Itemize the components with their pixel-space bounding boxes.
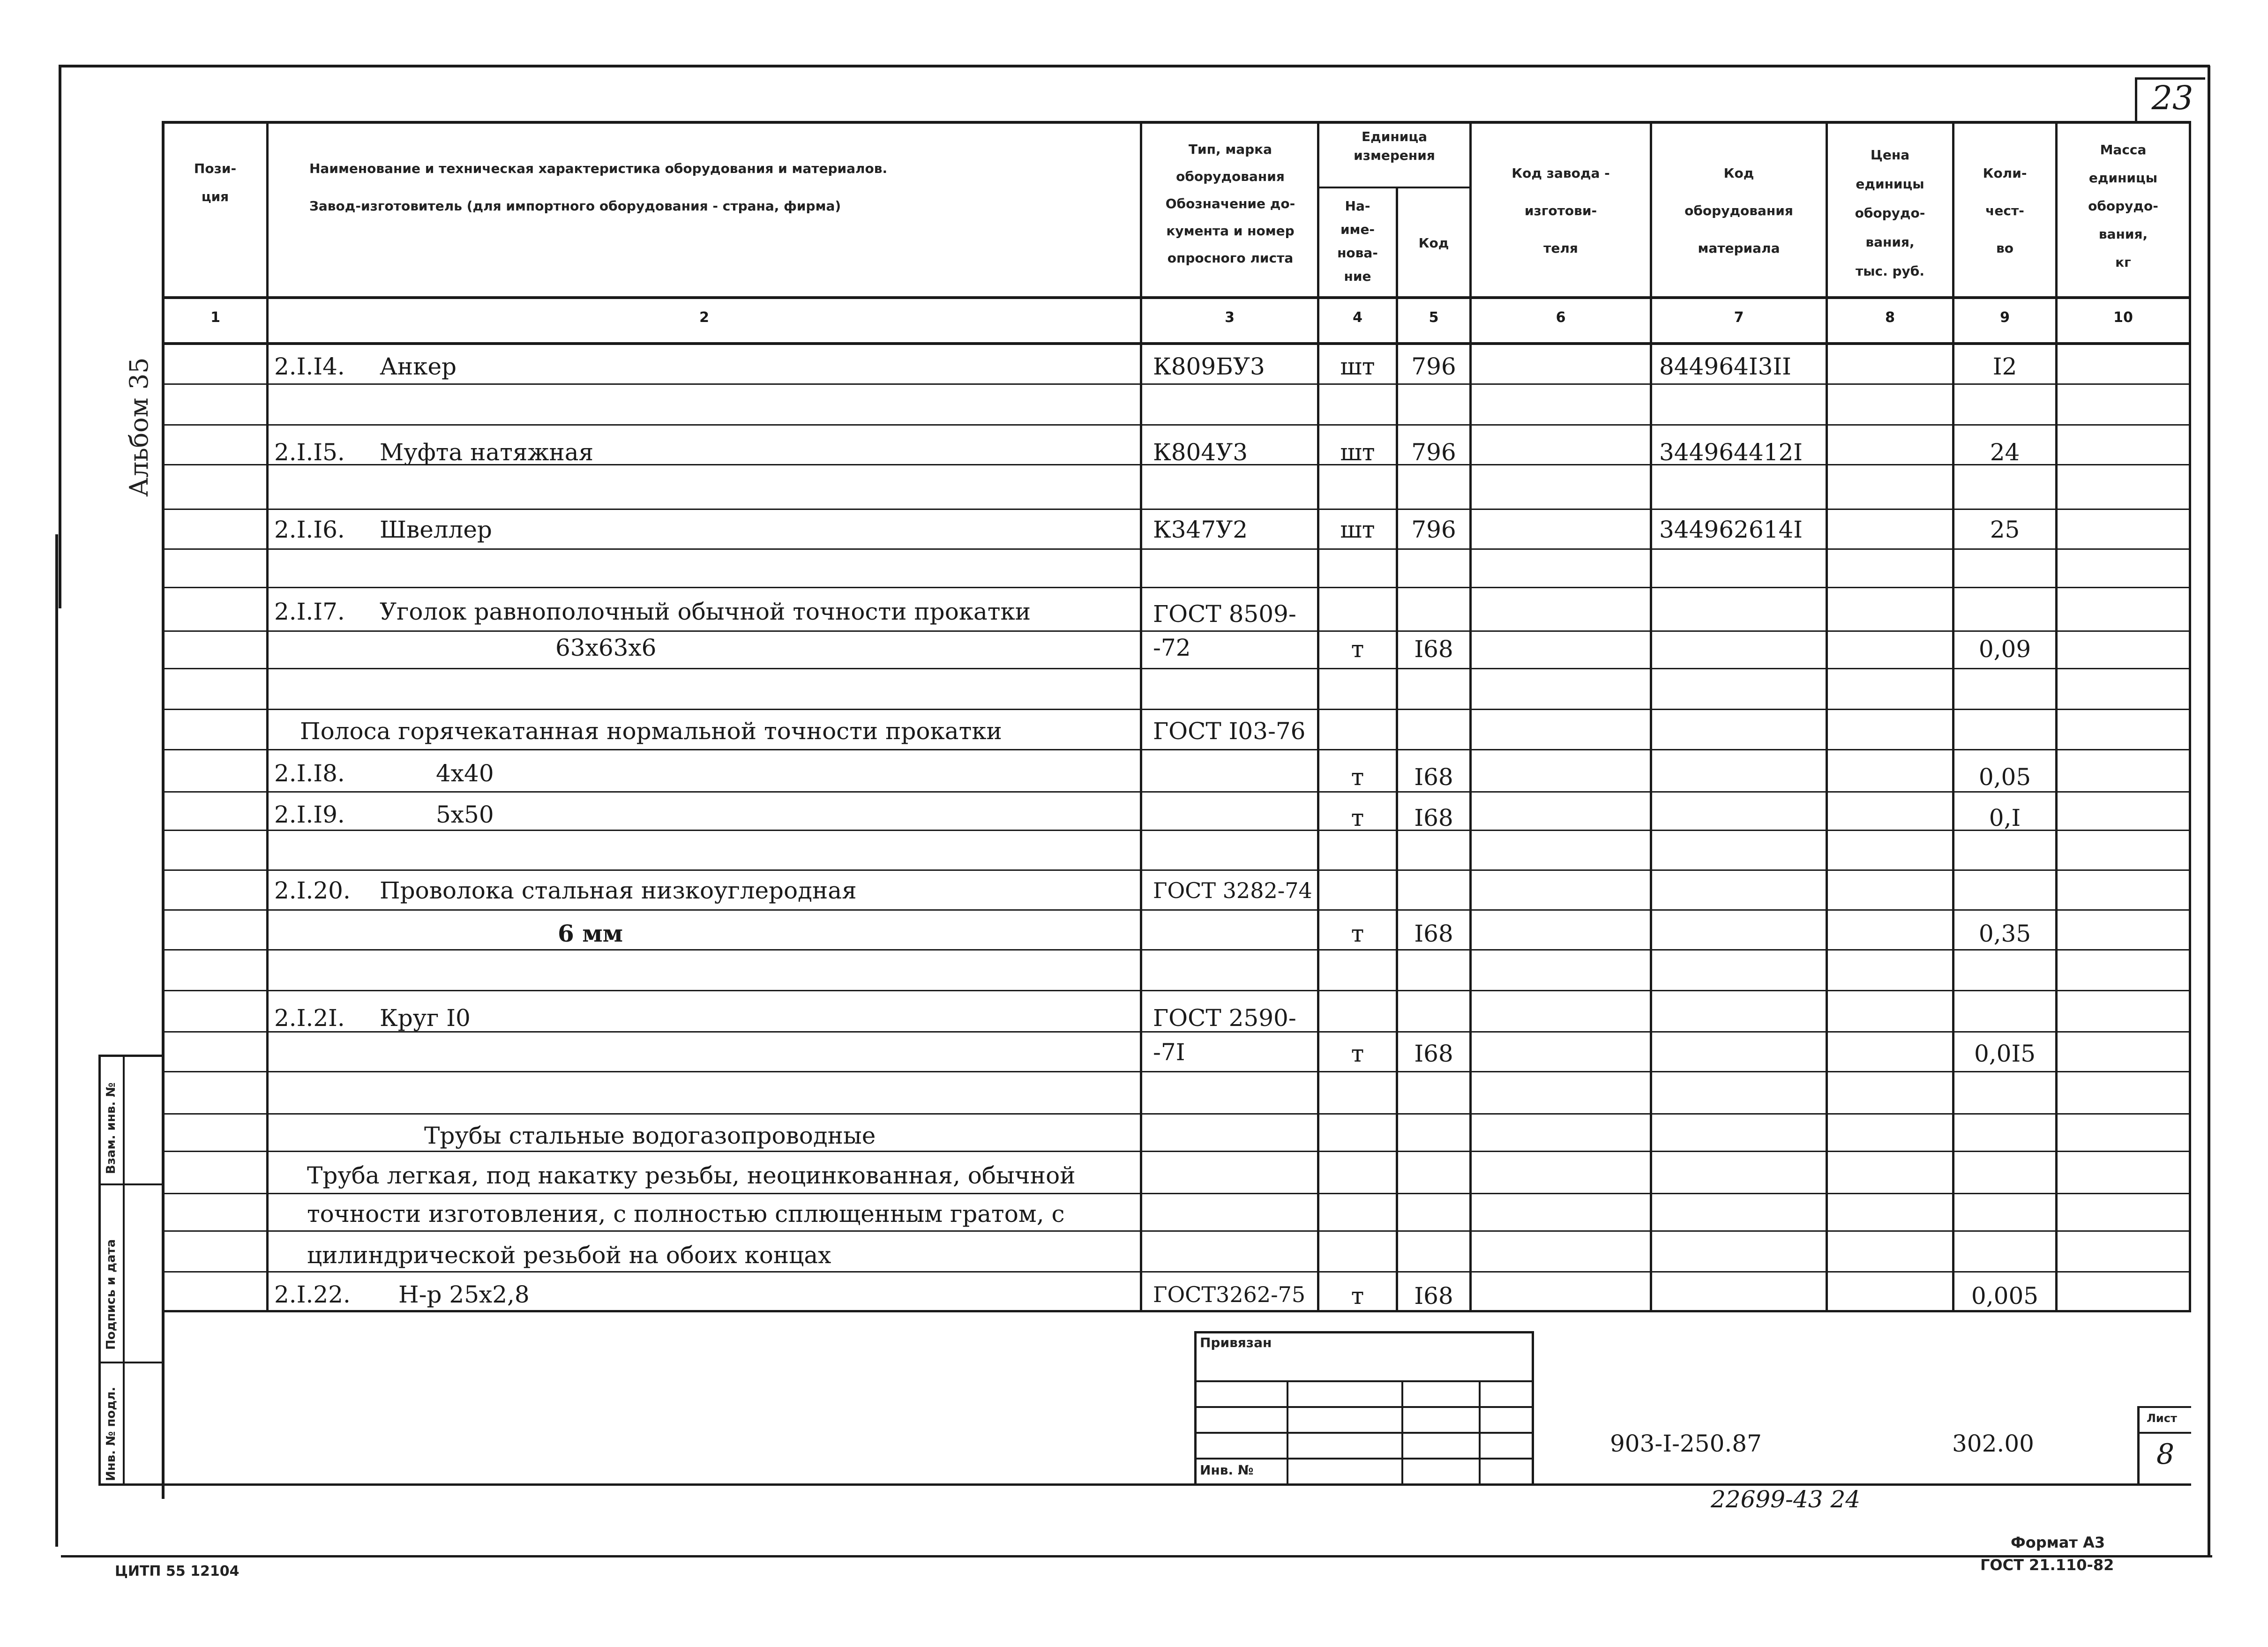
row-type: ГОСТ 2590-: [1153, 1004, 1296, 1032]
frame-bottom: [61, 1555, 2212, 1557]
stamp-signature-date: Подпись и дата: [104, 1239, 118, 1350]
row-unit-code: 796: [1411, 353, 1456, 380]
row-name: Н-р 25х2,8: [398, 1281, 530, 1308]
row-position: 2.I.I6.: [274, 516, 345, 543]
row-position: 2.I.I7.: [274, 598, 345, 625]
album-label: Альбом 35: [124, 357, 154, 497]
row-type: К347У2: [1153, 516, 1248, 543]
format-label: Формат А3: [2011, 1534, 2105, 1551]
stamp-inventory-original: Инв. № подл.: [104, 1386, 118, 1481]
header-mass: Масса единицы оборудо- вания, кг: [2088, 142, 2158, 270]
row-quantity: 0,I: [1989, 804, 2021, 831]
row-unit: шт: [1340, 439, 1375, 466]
row-unit: т: [1351, 636, 1364, 663]
row-unit-code: 796: [1411, 516, 1456, 543]
row-equipment-code: 344962614I: [1659, 516, 1803, 543]
header-equipment-code: Код оборудования материала: [1684, 165, 1793, 256]
section-heading: Трубы стальные водогазопроводные: [424, 1122, 876, 1149]
row-unit-code: I68: [1414, 764, 1453, 791]
row-unit: т: [1351, 1040, 1364, 1067]
row-unit: т: [1351, 764, 1364, 791]
row-name: Уголок равнополочный обычной точности прокатки: [380, 598, 1031, 625]
row-quantity: 0,05: [1978, 764, 2031, 791]
frame-left: [59, 65, 61, 608]
header-unit-name: На- име- нова- ние: [1337, 198, 1378, 284]
header-position: Пози- ция: [194, 161, 237, 204]
bind-table-title: Привязан: [1200, 1335, 1272, 1350]
gost-label: ГОСТ 21.110-82: [1980, 1556, 2114, 1574]
stamp-inventory-replaced: Взам. инв. №: [104, 1082, 118, 1174]
row-unit: т: [1351, 804, 1364, 831]
row-quantity: I2: [1992, 353, 2017, 380]
row-unit: т: [1351, 920, 1364, 947]
row-type: ГОСТ I03-76: [1153, 718, 1306, 745]
header-name: Наименование и техническая характеристика оборудования и материалов. Завод-изготовитель (для импортного оборудования - страна, фирма): [309, 161, 888, 214]
row-unit-code: I68: [1414, 804, 1453, 831]
sheet-label: Лист: [2147, 1412, 2177, 1425]
header-quantity: Коли- чест- во: [1983, 165, 2027, 256]
registration-number: 22699-43 24: [1711, 1486, 1861, 1513]
row-unit: шт: [1340, 516, 1375, 543]
header-price: Цена единицы оборудо- вания, тыс. руб.: [1855, 147, 1925, 279]
row-quantity: 25: [1990, 516, 2020, 543]
row-type: ГОСТ 8509-: [1153, 600, 1296, 628]
row-name: 63х63х6: [555, 634, 657, 661]
row-name: 6 мм: [558, 920, 623, 947]
row-type: ГОСТ3262-75: [1153, 1282, 1306, 1307]
header-unit: Единица измерения: [1354, 129, 1435, 163]
row-position: 2.I.I9.: [274, 801, 345, 828]
row-unit-code: I68: [1414, 636, 1453, 663]
row-position: 2.I.I8.: [274, 760, 345, 787]
sheet-corner-number: 23: [2151, 79, 2193, 117]
row-name: Полоса горячекатанная нормальной точности прокатки: [300, 718, 1002, 745]
row-quantity: 0,35: [1978, 920, 2031, 947]
row-type: К809БУ3: [1153, 353, 1265, 380]
header-unit-code: Код: [1418, 235, 1449, 251]
row-type: К804У3: [1153, 439, 1248, 466]
header-manufacturer-code: Код завода - изготови- теля: [1512, 165, 1610, 256]
row-unit: шт: [1340, 353, 1375, 380]
row-quantity: 0,09: [1978, 636, 2031, 663]
row-unit-code: I68: [1414, 1282, 1453, 1310]
row-unit: т: [1351, 1282, 1364, 1310]
row-name: Муфта натяжная: [380, 439, 594, 466]
row-name: Круг I0: [380, 1004, 471, 1032]
row-name: цилиндрической резьбой на обоих концах: [307, 1242, 831, 1269]
row-position: 2.I.I4.: [274, 353, 345, 380]
frame-top: [59, 65, 2210, 67]
row-position: 2.I.2I.: [274, 1004, 345, 1032]
row-name: 5х50: [436, 801, 494, 828]
row-name: Анкер: [380, 353, 457, 380]
row-name: 4х40: [436, 760, 494, 787]
row-equipment-code: 344964412I: [1659, 439, 1803, 466]
document-code: 903-I-250.87: [1610, 1430, 1762, 1457]
row-quantity: 0,0I5: [1974, 1040, 2036, 1067]
row-unit-code: I68: [1414, 1040, 1453, 1067]
row-type: ГОСТ 3282-74: [1153, 878, 1312, 903]
row-unit-code: 796: [1411, 439, 1456, 466]
publisher-label: ЦИТП 55 12104: [115, 1563, 240, 1580]
frame-left-lower: [55, 534, 58, 1547]
row-name: Швеллер: [380, 516, 492, 543]
row-unit-code: I68: [1414, 920, 1453, 947]
row-position: 2.I.22.: [274, 1281, 351, 1308]
row-name: Проволока стальная низкоуглеродная: [380, 877, 857, 904]
row-quantity: 24: [1990, 439, 2020, 466]
header-type: Тип, марка оборудования Обозначение до- кумента и номер опросного листа: [1165, 142, 1295, 266]
row-name: Труба легкая, под накатку резьбы, неоцинкованная, обычной: [307, 1162, 1076, 1189]
row-equipment-code: 844964I3II: [1659, 353, 1791, 380]
frame-right: [2208, 66, 2210, 1556]
row-type: -7I: [1153, 1039, 1185, 1066]
row-quantity: 0,005: [1971, 1282, 2039, 1310]
document-suffix: 302.00: [1952, 1430, 2034, 1457]
row-position: 2.I.I5.: [274, 439, 345, 466]
row-name: точности изготовления, с полностью сплющенным гратом, с: [307, 1200, 1065, 1228]
row-type: -72: [1153, 634, 1191, 661]
sheet-number: 8: [2156, 1438, 2175, 1471]
bind-inventory-label: Инв. №: [1200, 1462, 1254, 1478]
row-position: 2.I.20.: [274, 877, 351, 904]
